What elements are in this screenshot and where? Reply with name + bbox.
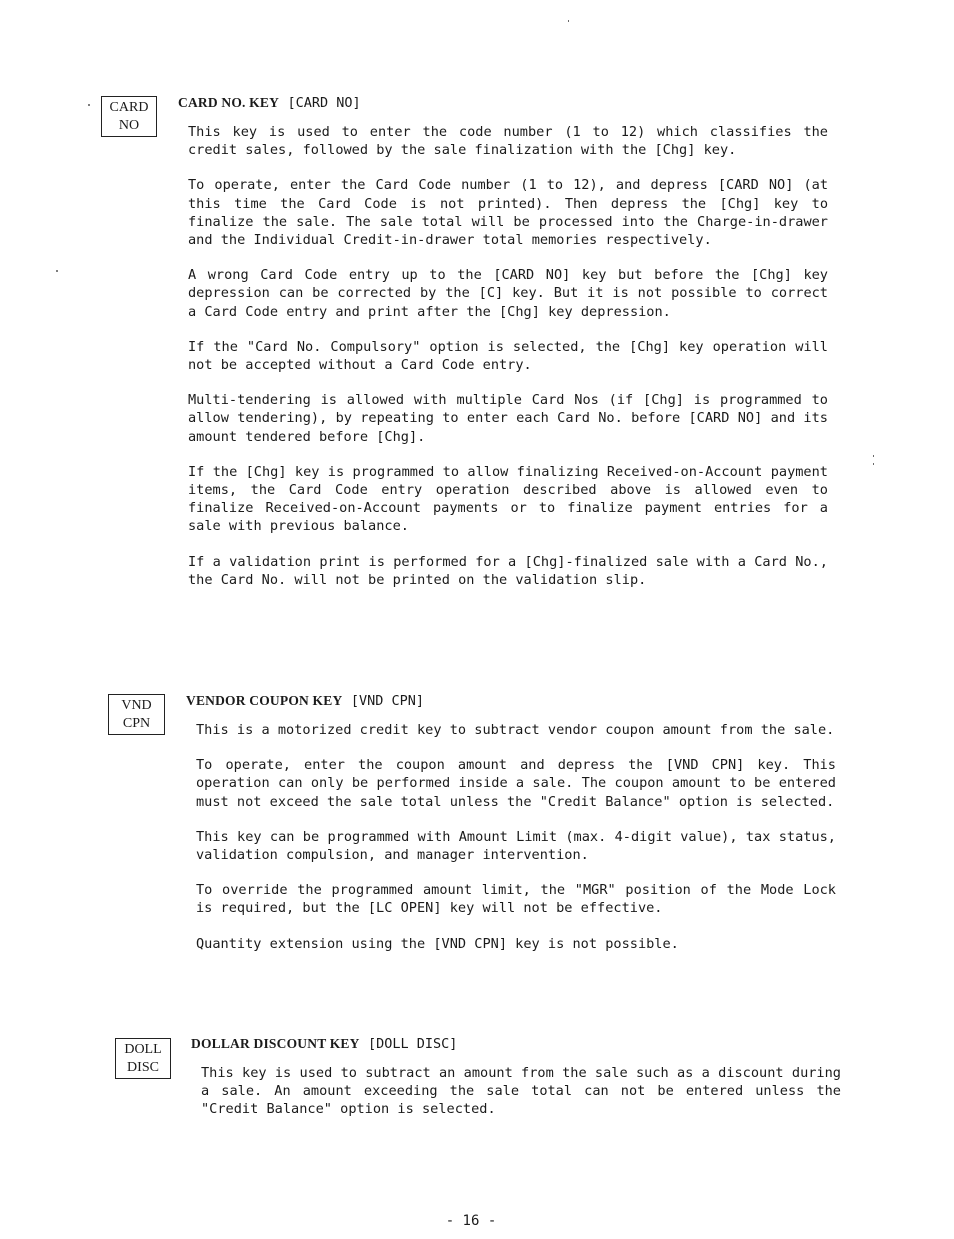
section-key-code: [CARD NO]	[287, 95, 361, 111]
vnd-cpn-key-box	[108, 694, 165, 735]
section-body	[191, 1064, 841, 1119]
section-key-code: [DOLL DISC]	[368, 1036, 458, 1052]
section-body	[186, 721, 836, 953]
card-no-key-box	[101, 96, 157, 137]
section-title: CARD NO. KEY	[178, 95, 280, 110]
key-box-line-2: NO	[118, 118, 140, 133]
paragraph: If the "Card No. Compulsory" option is selected, the [Chg] key operation will not be accepted without a Card Code entry.	[188, 338, 828, 374]
paragraph: If the [Chg] key is programmed to allow finalizing Received-on-Account payment items, the Card Code entry operation described above is allowed even to finalize Received-on-Account payments or to finalize payment entries for a sale with previous balance.	[188, 463, 828, 535]
card-no-section	[178, 94, 828, 589]
section-title: VENDOR COUPON KEY	[186, 693, 343, 708]
vendor-coupon-section	[186, 692, 836, 953]
scan-speck	[873, 455, 874, 457]
section-body	[178, 123, 828, 589]
section-key-code: [VND CPN]	[350, 693, 424, 709]
key-box-line-1: VND	[121, 698, 152, 713]
paragraph: Multi-tendering is allowed with multiple Card Nos (if [Chg] is programmed to allow tendering), by repeating to enter each Card No. before [CARD NO] and its amount tendered before [Chg].	[188, 392, 828, 445]
scan-speck	[56, 270, 58, 272]
section-heading	[186, 692, 836, 710]
doll-disc-key-box	[115, 1038, 171, 1079]
paragraph: To operate, enter the coupon amount and depress the [VND CPN] key. This operation can only be performed inside a sale. The coupon amount to be entered must not exceed the sale total unless the "Credit Balance" option is selected.	[196, 757, 836, 810]
paragraph: This key is used to subtract an amount from the sale such as a discount during a sale. An amount exceeding the sale total can not be entered unless the "Credit Balance" option is selected.	[201, 1065, 841, 1118]
paragraph: If a validation print is performed for a [Chg]-finalized sale with a Card No., the Card No. will not be printed on the validation slip.	[188, 553, 828, 588]
section-heading	[178, 94, 828, 112]
key-box-line-1: CARD	[109, 100, 149, 115]
paragraph: This key is used to enter the code number (1 to 12) which classifies the credit sales, followed by the sale finalization with the [Chg] key.	[188, 124, 828, 159]
paragraph: Quantity extension using the [VND CPN] key is not possible.	[196, 935, 679, 952]
key-box-line-2: CPN	[122, 716, 151, 731]
scan-speck	[88, 104, 90, 106]
section-heading	[191, 1035, 841, 1053]
dollar-discount-section	[191, 1035, 841, 1119]
section-title: DOLLAR DISCOUNT KEY	[191, 1036, 360, 1051]
page-number: - 16 -	[445, 1213, 497, 1229]
paragraph: To override the programmed amount limit, the "MGR" position of the Mode Lock is required, but the [LC OPEN] key will not be effective.	[196, 882, 836, 917]
scan-speck	[568, 20, 569, 22]
paragraph: To operate, enter the Card Code number (1 to 12), and depress [CARD NO] (at this time the Card Code is not printed). Then depress the [Chg] key to finalize the sale. The sale total will be processed into the Charge-in-drawer and the Individual Credit-in-drawer total memories respectively.	[188, 177, 828, 249]
paragraph: A wrong Card Code entry up to the [CARD NO] key but before the [Chg] key depression can be corrected by the [C] key. But it is not possible to correct a Card Code entry and print after the [Chg] key depression.	[188, 267, 828, 320]
key-box-line-1: DOLL	[124, 1042, 162, 1057]
paragraph: This is a motorized credit key to subtract vendor coupon amount from the sale.	[196, 722, 835, 738]
scan-speck	[873, 463, 874, 465]
paragraph: This key can be programmed with Amount Limit (max. 4-digit value), tax status, validation compulsion, and manager intervention.	[196, 828, 836, 864]
key-box-line-2: DISC	[127, 1060, 159, 1075]
